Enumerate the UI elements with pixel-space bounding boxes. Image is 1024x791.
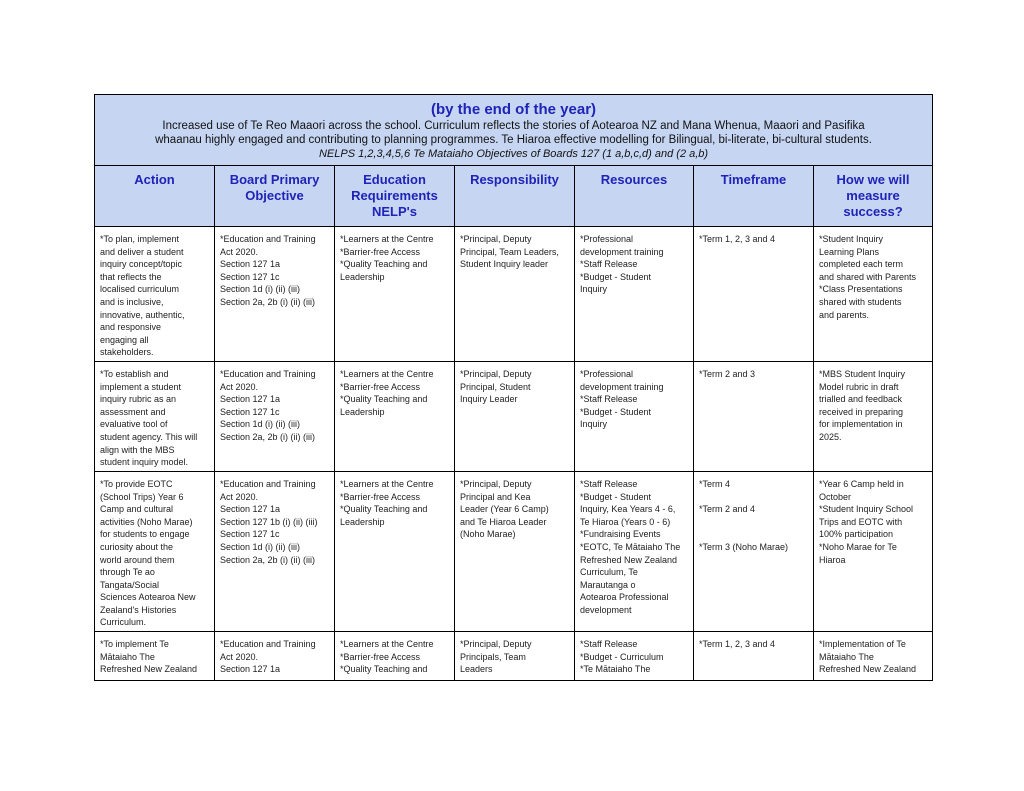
cell-line: *Class Presentations	[819, 284, 903, 295]
resources-cell	[575, 227, 694, 362]
cell-line: *Term 3 (Noho Marae)	[699, 541, 789, 552]
cell-line: *Student Inquiry School	[819, 504, 914, 515]
cell-line: Inquiry, Kea Years 4 - 6,	[580, 504, 676, 515]
cell-line	[699, 516, 808, 529]
timeframe-cell	[694, 361, 814, 471]
cell-line: Learning Plans	[819, 246, 880, 257]
table-row	[95, 632, 933, 681]
goal-header	[95, 95, 933, 166]
success-measure-cell	[814, 361, 933, 471]
cell-line: received in preparing	[819, 406, 904, 417]
cell-line: Section 2a, 2b (i) (ii) (iii)	[220, 554, 316, 565]
cell-line: *Barrier-free Access	[340, 491, 421, 502]
cell-line: Leader (Year 6 Camp)	[460, 504, 549, 515]
cell-line: *Principal, Deputy	[460, 478, 532, 489]
cell-line: Principal, Student	[460, 381, 531, 392]
cell-line: *Principal, Deputy	[460, 639, 532, 650]
cell-line: evaluative tool of	[100, 419, 168, 430]
cell-line: Act 2020.	[220, 381, 259, 392]
cell-line: *Principal, Deputy	[460, 234, 532, 244]
timeframe-cell	[694, 227, 814, 362]
cell-line: Inquiry	[580, 419, 608, 430]
success-measure-cell	[814, 632, 933, 681]
success-measure-cell	[814, 227, 933, 362]
cell-line: and parents.	[819, 309, 870, 320]
cell-line: Section 127 1c	[220, 406, 280, 417]
cell-line: *To implement Te	[100, 639, 169, 650]
cell-line: Principals, Team	[460, 651, 526, 662]
education-requirements-cell	[335, 632, 455, 681]
cell-line: Curriculum.	[100, 617, 147, 628]
cell-line: Leadership	[340, 516, 385, 527]
cell-line: Refreshed New Zealand	[580, 554, 678, 565]
cell-line: *Barrier-free Access	[340, 651, 421, 662]
action-cell	[95, 632, 215, 681]
cell-line: Mātaiaho The	[819, 651, 874, 662]
cell-line: stakeholders.	[100, 347, 154, 358]
cell-line: *Staff Release	[580, 259, 638, 270]
responsibility-cell	[455, 361, 575, 471]
cell-line: *To provide EOTC	[100, 478, 173, 489]
cell-line: Camp and cultural	[100, 504, 174, 515]
cell-line: *Fundraising Events	[580, 529, 661, 540]
cell-line: Marautanga o	[580, 579, 636, 590]
responsibility-cell	[455, 632, 575, 681]
cell-line: *Quality Teaching and	[340, 504, 428, 515]
cell-line: Te Hiaroa (Years 0 - 6)	[580, 516, 671, 527]
cell-line: student inquiry model.	[100, 457, 189, 468]
goal-title: (by the end of the year)	[431, 101, 597, 118]
responsibility-cell	[455, 471, 575, 631]
cell-line: Sciences Aotearoa New	[100, 592, 196, 603]
resources-cell	[575, 361, 694, 471]
cell-line: through Te ao	[100, 567, 155, 578]
cell-line: Section 127 1c	[220, 271, 280, 282]
cell-line: *Learners at the Centre	[340, 234, 434, 244]
goal-description-line-2: whaanau highly engaged and contributing to planning programmes. Te Hiaroa effective modelling for Bilingual, bi-literate, bi-cultural students.	[155, 134, 872, 146]
cell-line: *Year 6 Camp held in	[819, 478, 904, 489]
cell-line: *Term 1, 2, 3 and 4	[699, 234, 776, 244]
board-objective-cell	[215, 632, 335, 681]
cell-line: and responsive	[100, 322, 162, 333]
column-header-education-requirements: Education Requirements NELP's	[335, 166, 455, 227]
cell-line: 100% participation	[819, 529, 894, 540]
board-objective-cell	[215, 361, 335, 471]
table-row	[95, 471, 933, 631]
success-measure-cell	[814, 471, 933, 631]
cell-line: align with the MBS	[100, 444, 175, 455]
board-objective-cell	[215, 227, 335, 362]
cell-line: that reflects the	[100, 271, 162, 282]
cell-line: *Te Mātaiaho The	[580, 664, 651, 675]
column-header-timeframe: Timeframe	[694, 166, 814, 227]
resources-cell	[575, 632, 694, 681]
cell-line: Inquiry	[580, 284, 608, 295]
cell-line: Section 1d (i) (ii) (iii)	[220, 284, 301, 295]
cell-line: *To establish and	[100, 368, 169, 379]
cell-line: shared with students	[819, 296, 902, 307]
responsibility-cell	[455, 227, 575, 362]
cell-line: Inquiry Leader	[460, 394, 518, 405]
cell-line: Student Inquiry leader	[460, 259, 549, 270]
cell-line: *Budget - Student	[580, 271, 652, 282]
cell-line: development training	[580, 381, 664, 392]
cell-line: for students to engage	[100, 529, 190, 540]
education-requirements-cell	[335, 227, 455, 362]
cell-line: *Noho Marae for Te	[819, 541, 897, 552]
cell-line: Tangata/Social	[100, 579, 160, 590]
cell-line: *Quality Teaching and	[340, 259, 428, 270]
cell-line: assessment and	[100, 406, 166, 417]
cell-line: *Term 2 and 4	[699, 504, 756, 515]
cell-line: Mātaiaho The	[100, 651, 155, 662]
cell-line: Section 127 1b (i) (ii) (iii)	[220, 516, 318, 527]
cell-line: Refreshed New Zealand	[100, 664, 198, 675]
board-objective-cell	[215, 471, 335, 631]
cell-line: *Implementation of Te	[819, 639, 906, 650]
cell-line: and Te Hiaroa Leader	[460, 516, 547, 527]
cell-line: *Professional	[580, 368, 634, 379]
action-cell	[95, 361, 215, 471]
cell-line: *Staff Release	[580, 639, 638, 650]
cell-line: and is inclusive,	[100, 296, 164, 307]
strategic-plan-sheet	[94, 94, 932, 681]
table-row	[95, 227, 933, 362]
cell-line: completed each term	[819, 259, 904, 270]
cell-line: *Budget - Student	[580, 406, 652, 417]
action-cell	[95, 471, 215, 631]
cell-line: curiosity about the	[100, 541, 174, 552]
cell-line: Section 127 1a	[220, 664, 281, 675]
cell-line: Leadership	[340, 271, 385, 282]
cell-line: Principal and Kea	[460, 491, 531, 502]
cell-line: *Staff Release	[580, 394, 638, 405]
cell-line: *Education and Training	[220, 478, 316, 489]
cell-line: and shared with Parents	[819, 271, 917, 282]
cell-line: *Learners at the Centre	[340, 368, 434, 379]
cell-line: *Barrier-free Access	[340, 381, 421, 392]
timeframe-cell	[694, 632, 814, 681]
cell-line: Act 2020.	[220, 651, 259, 662]
cell-line: implement a student	[100, 381, 182, 392]
cell-line: *Budget - Student	[580, 491, 652, 502]
cell-line: for implementation in	[819, 419, 903, 430]
education-requirements-cell	[335, 471, 455, 631]
cell-line: student agency. This will	[100, 431, 198, 442]
cell-line: *Student Inquiry	[819, 234, 884, 244]
cell-line: Model rubric in draft	[819, 381, 899, 392]
goal-description-line-1: Increased use of Te Reo Maaori across the school. Curriculum reflects the stories of Aotearoa NZ and Mana Whenua, Maaori and Pasifika	[162, 120, 865, 132]
cell-line: (Noho Marae)	[460, 529, 516, 540]
column-header-action: Action	[95, 166, 215, 227]
cell-line: Hiaroa	[819, 554, 846, 565]
column-header-row	[95, 166, 933, 227]
cell-line: inquiry rubric as an	[100, 394, 177, 405]
cell-line	[699, 528, 808, 541]
goal-objectives-line: NELPS 1,2,3,4,5,6 Te Mataiaho Objectives of Boards 127 (1 a,b,c,d) and (2 a,b)	[318, 148, 709, 160]
cell-line: *Principal, Deputy	[460, 368, 532, 379]
cell-line: Section 127 1a	[220, 259, 281, 270]
cell-line: Section 1d (i) (ii) (iii)	[220, 419, 301, 430]
cell-line: Leadership	[340, 406, 385, 417]
timeframe-cell	[694, 471, 814, 631]
cell-line: development training	[580, 246, 664, 257]
cell-line: Act 2020.	[220, 491, 259, 502]
cell-line: (School Trips) Year 6	[100, 491, 184, 502]
cell-line: Section 127 1c	[220, 529, 280, 540]
cell-line: *Term 2 and 3	[699, 368, 756, 379]
cell-line: *Term 4	[699, 478, 731, 489]
cell-line: October	[819, 491, 852, 502]
cell-line: Curriculum, Te	[580, 567, 638, 578]
cell-line: *Education and Training	[220, 639, 316, 650]
cell-line: 2025.	[819, 431, 842, 442]
cell-line: *Quality Teaching and	[340, 664, 428, 675]
cell-line: *Learners at the Centre	[340, 478, 434, 489]
cell-line: *MBS Student Inquiry	[819, 368, 906, 379]
cell-line: engaging all	[100, 334, 149, 345]
resources-cell	[575, 471, 694, 631]
table-row	[95, 361, 933, 471]
cell-line	[699, 491, 808, 504]
cell-line: Section 2a, 2b (i) (ii) (iii)	[220, 431, 316, 442]
column-header-resources: Resources	[575, 166, 694, 227]
cell-line: and deliver a student	[100, 246, 184, 257]
cell-line: *Term 1, 2, 3 and 4	[699, 639, 776, 650]
cell-line: *Education and Training	[220, 368, 316, 379]
cell-line: inquiry concept/topic	[100, 259, 183, 270]
column-header-responsibility: Responsibility	[455, 166, 575, 227]
cell-line: Leaders	[460, 664, 493, 675]
cell-line: localised curriculum	[100, 284, 180, 295]
action-cell	[95, 227, 215, 362]
cell-line: trialled and feedback	[819, 394, 903, 405]
cell-line: Section 127 1a	[220, 504, 281, 515]
cell-line: *Education and Training	[220, 234, 316, 244]
cell-line: innovative, authentic,	[100, 309, 185, 320]
cell-line: Aotearoa Professional	[580, 592, 669, 603]
cell-line: Section 1d (i) (ii) (iii)	[220, 541, 301, 552]
cell-line: *Professional	[580, 234, 634, 244]
cell-line: Section 2a, 2b (i) (ii) (iii)	[220, 296, 316, 307]
cell-line: activities (Noho Marae)	[100, 516, 193, 527]
cell-line: Trips and EOTC with	[819, 516, 903, 527]
education-requirements-cell	[335, 361, 455, 471]
cell-line: *Staff Release	[580, 478, 638, 489]
cell-line: Refreshed New Zealand	[819, 664, 917, 675]
cell-line: Zealand's Histories	[100, 604, 177, 615]
cell-line: development	[580, 604, 632, 615]
cell-line: Act 2020.	[220, 246, 259, 257]
column-header-board-objective: Board Primary Objective	[215, 166, 335, 227]
cell-line: *Quality Teaching and	[340, 394, 428, 405]
plan-table	[94, 94, 933, 681]
cell-line: *Learners at the Centre	[340, 639, 434, 650]
cell-line: world around them	[100, 554, 175, 565]
cell-line: *To plan, implement	[100, 234, 180, 244]
cell-line: Principal, Team Leaders,	[460, 246, 559, 257]
cell-line: *EOTC, Te Mātaiaho The	[580, 541, 681, 552]
cell-line: *Barrier-free Access	[340, 246, 421, 257]
column-header-success-measure: How we will measure success?	[814, 166, 933, 227]
cell-line: Section 127 1a	[220, 394, 281, 405]
cell-line: *Budget - Curriculum	[580, 651, 664, 662]
